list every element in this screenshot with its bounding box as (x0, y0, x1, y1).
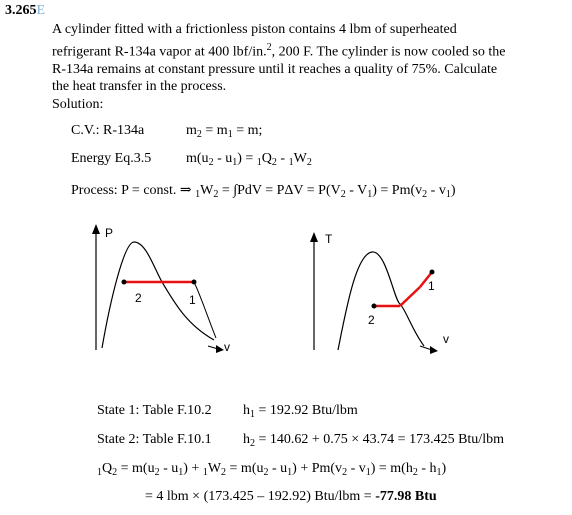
problem-statement (52, 21, 562, 113)
state1-value: = 192.92 Btu/lbm (258, 403, 358, 418)
pv-label-2: 2 (135, 291, 142, 305)
tv-process-line-b (400, 287, 420, 306)
pv-state-2 (122, 280, 127, 285)
pv-state-1 (192, 280, 197, 285)
energy-label: Energy Eq.3.5 (71, 151, 152, 166)
pv-y-label: P (105, 226, 114, 240)
pv-y-arrow (92, 224, 100, 234)
pv-isotherm (194, 282, 216, 338)
state2-value: = 140.62 + 0.75 × 43.74 = 173.425 Btu/lbm (258, 432, 504, 447)
tv-x-arrow (430, 346, 438, 354)
energy-equation: $m(u_2 - u_1) = _1Q_2 - _1W_2$ (186, 151, 312, 168)
tv-x-label: v (443, 332, 449, 346)
cv-label: C.V.: R-134a (71, 123, 145, 138)
state2-equation: $h_2 = 140.62 + 0.75 \times 43.74 = 173.425$ Btu/lbm (243, 432, 504, 449)
heat-transfer-equation: $_1Q_2 = m(u_2 - u_1) + _1W_2 = m(u_2 - u_1) + Pm(v_2 - v_1) = m(h_2 - h_1)$ (97, 461, 447, 478)
statement-line: the heat transfer in the process. (52, 79, 227, 95)
pv-x-label: v (224, 340, 230, 354)
statement-line: A cylinder fitted with a frictionless piston contains 4 lbm of superheated (52, 22, 457, 37)
mass-equation: $m_2 = m_1 = m$; (186, 123, 263, 140)
statement-line: R-134a remains at constant pressure until it reaches a quality of 75%. Calculate (52, 61, 498, 77)
pv-diagram (76, 222, 246, 354)
final-result (145, 489, 437, 505)
statement-line: refrigerant R-134a vapor at 400 lbf/in.$^2$, 200 F. The cylinder is now cooled so the (52, 41, 506, 60)
tv-label-2: 2 (368, 313, 375, 327)
final-answer: -77.98 Btu (375, 489, 437, 504)
final-line-prefix: = 4 lbm × (173.425 – 192.92) Btu/lbm = (145, 489, 376, 504)
problem-suffix: E (36, 3, 46, 18)
tv-state-1 (430, 270, 435, 275)
tv-y-label: T (325, 232, 333, 246)
solution-label: Solution: (52, 96, 104, 112)
tv-dome (338, 252, 424, 350)
state2-label: State 2: Table F.10.1 (97, 432, 212, 447)
pv-label-1: 1 (189, 293, 196, 307)
process-equation: Process: P = const. ⇒ $_1W_2 = \int PdV = P\Delta V = P(V_2 - V_1) = Pm(v_2 - v_1)$ (71, 183, 456, 200)
process-label: Process: P = const. (71, 183, 177, 198)
tv-diagram (300, 230, 470, 354)
pv-x-arrow (216, 345, 224, 353)
tv-state-2 (372, 304, 377, 309)
tv-label-1: 1 (428, 279, 435, 293)
state1-label: State 1: Table F.10.2 (97, 403, 212, 418)
state1-equation: $h_1 = 192.92$ Btu/lbm (243, 403, 358, 420)
pv-dome (102, 242, 214, 348)
tv-y-arrow (310, 232, 318, 242)
problem-number-text: 3.265 (5, 3, 37, 18)
problem-number (5, 3, 45, 19)
